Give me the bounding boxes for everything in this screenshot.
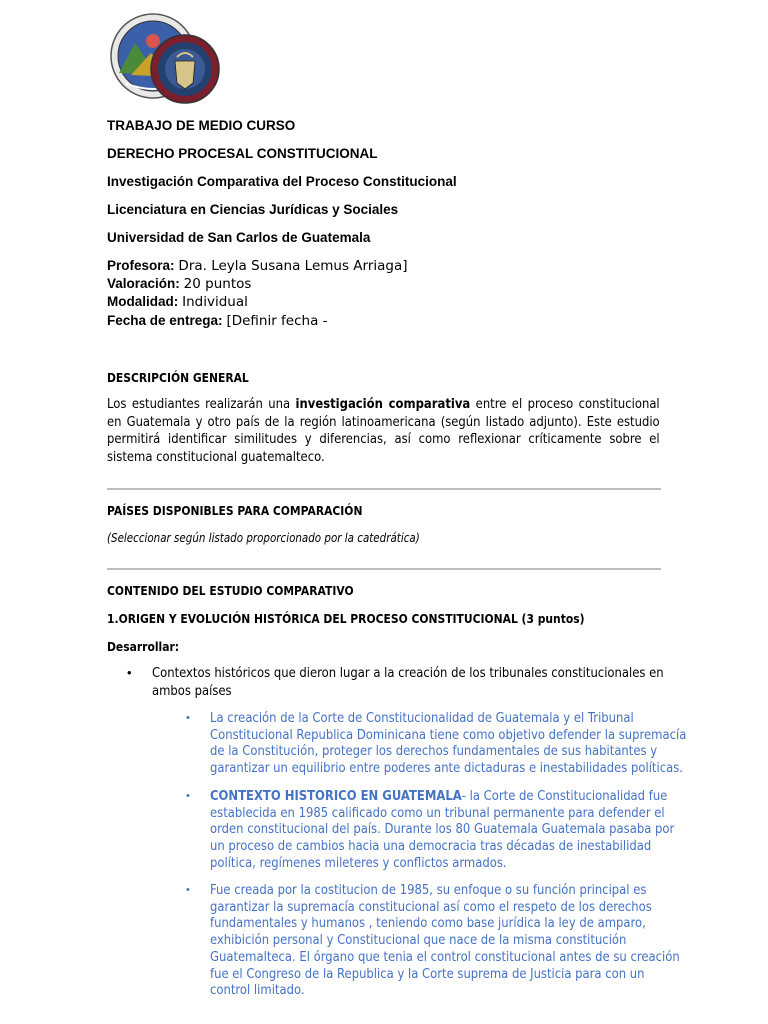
title-university: Universidad de San Carlos de Guatemala <box>107 230 371 245</box>
university-seals-logo <box>105 13 220 105</box>
modalidad-value: Individual <box>182 294 248 310</box>
title-course-name: DERECHO PROCESAL CONSTITUCIONAL <box>107 146 378 161</box>
bullet-item-text: Contextos históricos que dieron lugar a la creación de los tribunales constitucionales en ambos países <box>152 665 664 699</box>
descripcion-text-end: entre el proceso constitucional en Guatemala y otro país de la región latinoamericana (según listado adjunto). Este estudio permitirá identificar similitudes y diferencias, así como reflexionar críticamente sobre el sistema constitucional guatemalteco. <box>107 396 660 465</box>
section-title-descripcion: DESCRIPCIÓN GENERAL <box>107 370 249 385</box>
sub-bullet-rest: - la Corte de Constitucionalidad fue establecida en 1985 calificado como un tribunal permanente para defender el orden constitucional del país. Durante los 80 Guatemala Guatemala pasaba por un proceso de cambios hacia una democracia tras décadas de inestabilidad política, regímenes mileteres y conflictos armados. <box>210 788 675 871</box>
sub-bullet-text: Fue creada por la costitucion de 1985, su enfoque o su función principal es garantizar la supremacía constitucional así como el respeto de los derechos fundamentales y humanos , teniendo como base jurídica la ley de amparo, exhibición personal y Constitucional que nace de la misma constitución Guatemalteca. El órgano que tenia el control constitucional antes de su creación fue el Congreso de la Republica y la Corte suprema de Justicia para con un control limitado. <box>210 882 680 999</box>
sub-bullet-dot: • <box>186 790 190 802</box>
sub-bullet-text <box>210 788 687 872</box>
bullet-dot: • <box>127 665 132 680</box>
sub-bullet-item <box>210 882 688 999</box>
section-title-contenido: CONTENIDO DEL ESTUDIO COMPARATIVO <box>107 583 354 598</box>
descripcion-text <box>107 396 660 466</box>
divider <box>107 488 661 490</box>
sub-bullet-bold: CONTEXTO HISTORICO EN GUATEMALA <box>210 788 462 804</box>
fecha-label: Fecha de entrega: <box>107 313 223 328</box>
bullet-item <box>152 665 692 700</box>
divider <box>107 568 661 570</box>
item1-points: (3 puntos) <box>521 611 585 626</box>
item1-number: 1. <box>107 611 119 626</box>
sub-bullet-item <box>210 788 688 872</box>
sub-bullet-dot: • <box>186 884 190 896</box>
meta-profesora <box>107 257 408 274</box>
title-research: Investigación Comparativa del Proceso Constitucional <box>107 174 457 189</box>
title-course-type: TRABAJO DE MEDIO CURSO <box>107 118 296 133</box>
sub-bullet-dot: • <box>186 712 190 724</box>
valoracion-value: 20 puntos <box>183 276 252 292</box>
section-title-paises: PAÍSES DISPONIBLES PARA COMPARACIÓN <box>107 503 363 518</box>
sub-bullet-item <box>210 710 688 777</box>
meta-fecha <box>107 312 328 329</box>
paises-note: (Seleccionar según listado proporcionado por la catedrática) <box>107 531 420 545</box>
profesora-label: Profesora: <box>107 258 175 273</box>
descripcion-text-bold: investigación comparativa <box>295 396 471 412</box>
modalidad-label: Modalidad: <box>107 294 179 309</box>
sub-bullet-text: La creación de la Corte de Constitucionalidad de Guatemala y el Tribunal Constitucional Republica Dominicana tiene como objetivo defender la supremacía de la Constitución, proteger los derechos fundamentales de sus habitantes y garantizar un equilibrio entre poderes ante dictaduras e inestabilidades políticas. <box>210 710 687 777</box>
meta-modalidad <box>107 293 248 310</box>
profesora-value: Dra. Leyla Susana Lemus Arriaga] <box>178 258 408 274</box>
title-degree: Licenciatura en Ciencias Jurídicas y Sociales <box>107 202 399 217</box>
desarrollar-label: Desarrollar: <box>107 639 180 654</box>
fecha-value: [Definir fecha - <box>226 313 328 329</box>
item1-title: ORIGEN Y EVOLUCIÓN HISTÓRICA DEL PROCESO CONSTITUCIONAL <box>118 611 518 626</box>
descripcion-text-start: Los estudiantes realizarán una <box>107 396 296 412</box>
meta-valoracion <box>107 275 251 292</box>
valoracion-label: Valoración: <box>107 276 180 291</box>
descripcion-paragraph <box>107 396 661 466</box>
item1-heading <box>107 611 585 626</box>
faculty-seal <box>151 35 219 103</box>
